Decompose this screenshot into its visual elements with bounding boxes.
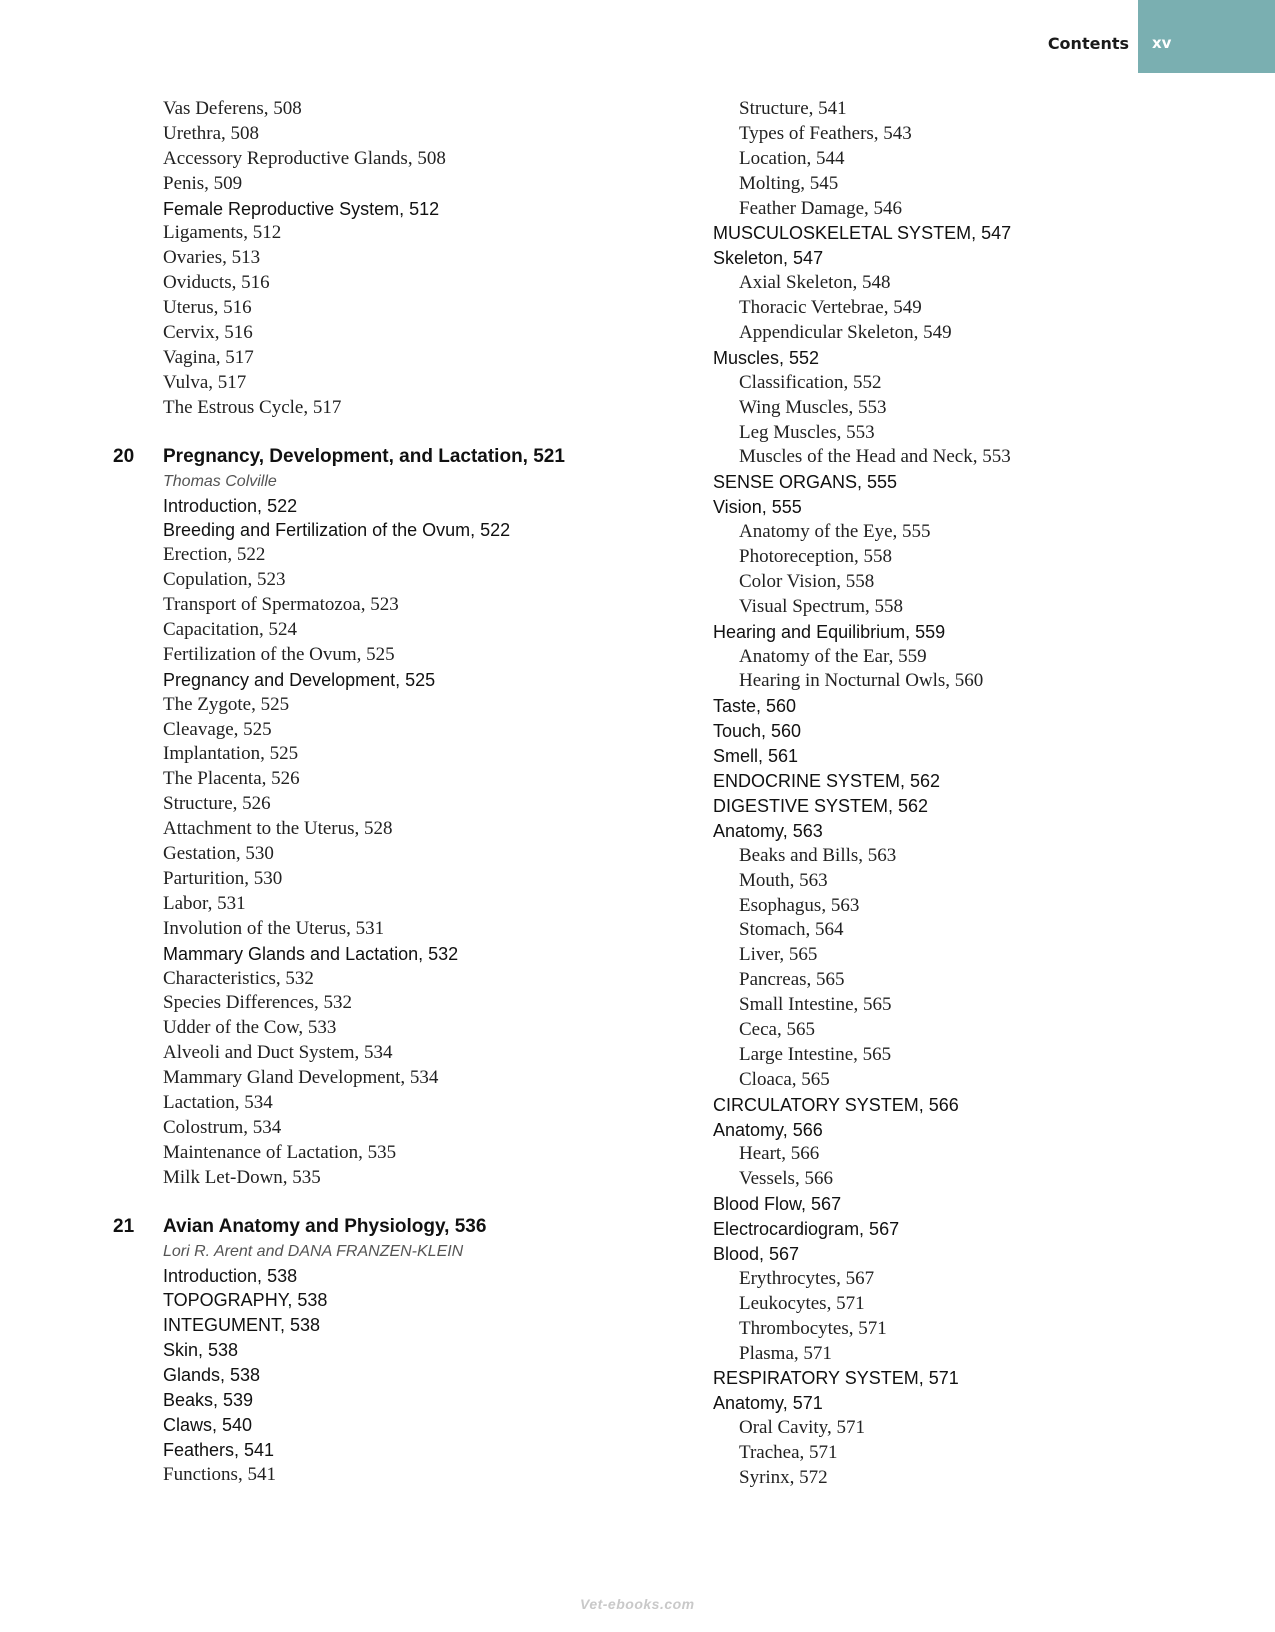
toc-subsection-entry: Uterus, 516 xyxy=(163,297,252,319)
toc-section-entry: Hearing and Equilibrium, 559 xyxy=(713,621,946,642)
toc-section-entry: Glands, 538 xyxy=(163,1365,261,1386)
toc-subsection-entry: Anatomy of the Ear, 559 xyxy=(739,645,927,667)
page-number: xv xyxy=(1152,34,1172,52)
toc-subsection-entry: Involution of the Uterus, 531 xyxy=(163,917,385,939)
toc-subsection-entry: Appendicular Skeleton, 549 xyxy=(739,322,952,344)
toc-section-entry: Vision, 555 xyxy=(713,497,802,518)
toc-subsection-entry: Lactation, 534 xyxy=(163,1091,273,1113)
toc-subsection-entry: Photoreception, 558 xyxy=(739,546,893,568)
toc-subsection-entry: Leukocytes, 571 xyxy=(739,1292,865,1314)
toc-subsection-entry: Maintenance of Lactation, 535 xyxy=(163,1141,397,1163)
toc-subsection-entry: Fertilization of the Ovum, 525 xyxy=(163,643,395,665)
toc-subsection-entry: Implantation, 525 xyxy=(163,743,299,765)
toc-subsection-entry: Feather Damage, 546 xyxy=(739,197,903,219)
toc-subsection-entry: Accessory Reproductive Glands, 508 xyxy=(163,147,446,169)
toc-section-entry: Blood Flow, 567 xyxy=(713,1194,842,1215)
toc-subsection-entry: Functions, 541 xyxy=(163,1463,276,1485)
toc-section-entry: Anatomy, 571 xyxy=(713,1393,823,1414)
toc-subsection-entry: Vagina, 517 xyxy=(163,346,254,368)
toc-subsection-entry: Structure, 526 xyxy=(163,793,271,815)
chapter-author: Lori R. Arent and DANA FRANZEN-KLEIN xyxy=(163,1242,464,1260)
toc-subsection-entry: Thrombocytes, 571 xyxy=(739,1317,887,1339)
toc-section-entry: Taste, 560 xyxy=(713,696,797,717)
toc-section-entry: MUSCULOSKELETAL SYSTEM, 547 xyxy=(713,223,1012,244)
toc-subsection-entry: Species Differences, 532 xyxy=(163,992,353,1014)
page-number-tab xyxy=(1138,0,1275,73)
toc-section-entry: Feathers, 541 xyxy=(163,1439,275,1460)
toc-section-entry: Muscles, 552 xyxy=(713,347,820,368)
watermark: Vet-ebooks.com xyxy=(580,1596,695,1612)
chapter-heading xyxy=(113,444,673,470)
toc-subsection-entry: Liver, 565 xyxy=(739,944,818,966)
toc-subsection-entry: Penis, 509 xyxy=(163,172,243,194)
toc-subsection-entry: Cleavage, 525 xyxy=(163,718,272,740)
toc-subsection-entry: Oviducts, 516 xyxy=(163,272,270,294)
toc-subsection-entry: The Zygote, 525 xyxy=(163,693,290,715)
toc-subsection-entry: Mouth, 563 xyxy=(739,869,828,891)
toc-subsection-entry: Pancreas, 565 xyxy=(739,969,845,991)
toc-subsection-entry: Milk Let-Down, 535 xyxy=(163,1166,321,1188)
toc-subsection-entry: Plasma, 571 xyxy=(739,1342,832,1364)
toc-section-entry: INTEGUMENT, 538 xyxy=(163,1315,321,1336)
toc-subsection-entry: Heart, 566 xyxy=(739,1143,820,1165)
toc-section-entry: Breeding and Fertilization of the Ovum, 522 xyxy=(163,520,511,541)
toc-section-entry: Introduction, 538 xyxy=(163,1265,298,1286)
toc-subsection-entry: Muscles of the Head and Neck, 553 xyxy=(739,446,1011,468)
toc-subsection-entry: Udder of the Cow, 533 xyxy=(163,1017,337,1039)
chapter-title: Pregnancy, Development, and Lactation, 521 xyxy=(163,445,565,467)
toc-subsection-entry: Syrinx, 572 xyxy=(739,1466,828,1488)
running-header-label: Contents xyxy=(1047,34,1129,53)
toc-section-entry: TOPOGRAPHY, 538 xyxy=(163,1290,328,1311)
toc-subsection-entry: Classification, 552 xyxy=(739,371,882,393)
toc-subsection-entry: Color Vision, 558 xyxy=(739,570,875,592)
toc-subsection-entry: Copulation, 523 xyxy=(163,569,286,591)
toc-subsection-entry: Types of Feathers, 543 xyxy=(739,122,912,144)
chapter-number: 21 xyxy=(113,1215,135,1237)
toc-subsection-entry: Axial Skeleton, 548 xyxy=(739,272,891,294)
toc-section-entry: Electrocardiogram, 567 xyxy=(713,1219,900,1240)
toc-section-entry: Anatomy, 566 xyxy=(713,1119,823,1140)
toc-subsection-entry: Stomach, 564 xyxy=(739,919,844,941)
toc-section-entry: SENSE ORGANS, 555 xyxy=(713,472,898,493)
toc-section-entry: Skeleton, 547 xyxy=(713,248,824,269)
toc-section-entry: Mammary Glands and Lactation, 532 xyxy=(163,943,459,964)
toc-subsection-entry: Large Intestine, 565 xyxy=(739,1043,892,1065)
toc-section-entry: Anatomy, 563 xyxy=(713,820,823,841)
toc-subsection-entry: Cloaca, 565 xyxy=(739,1068,830,1090)
toc-subsection-entry: Molting, 545 xyxy=(739,172,839,194)
toc-subsection-entry: Erythrocytes, 567 xyxy=(739,1267,875,1289)
toc-subsection-entry: Mammary Gland Development, 534 xyxy=(163,1067,439,1089)
toc-section-entry: Beaks, 539 xyxy=(163,1389,254,1410)
toc-subsection-entry: Capacitation, 524 xyxy=(163,619,298,641)
toc-subsection-entry: Esophagus, 563 xyxy=(739,894,860,916)
toc-section-entry: Claws, 540 xyxy=(163,1414,253,1435)
toc-section-entry: Blood, 567 xyxy=(713,1243,800,1264)
toc-subsection-entry: Characteristics, 532 xyxy=(163,967,314,989)
chapter-number: 20 xyxy=(113,445,135,467)
toc-section-entry: Touch, 560 xyxy=(713,721,802,742)
toc-subsection-entry: Ligaments, 512 xyxy=(163,222,282,244)
toc-subsection-entry: Hearing in Nocturnal Owls, 560 xyxy=(739,670,984,692)
toc-section-entry: Smell, 561 xyxy=(713,746,799,767)
toc-subsection-entry: Vas Deferens, 508 xyxy=(163,98,302,119)
toc-section-entry: DIGESTIVE SYSTEM, 562 xyxy=(713,795,929,816)
toc-section-entry: Pregnancy and Development, 525 xyxy=(163,669,436,690)
toc-subsection-entry: Gestation, 530 xyxy=(163,843,274,865)
toc-subsection-entry: Visual Spectrum, 558 xyxy=(739,595,904,617)
toc-subsection-entry: Location, 544 xyxy=(739,147,845,169)
toc-right-column xyxy=(713,97,1253,1491)
toc-subsection-entry: Trachea, 571 xyxy=(739,1442,838,1464)
toc-section-entry: Female Reproductive System, 512 xyxy=(163,198,440,219)
toc-subsection-entry: The Placenta, 526 xyxy=(163,768,300,790)
toc-subsection-entry: Colostrum, 534 xyxy=(163,1116,282,1138)
toc-subsection-entry: Parturition, 530 xyxy=(163,867,283,889)
toc-section-entry: CIRCULATORY SYSTEM, 566 xyxy=(713,1094,959,1115)
chapter-heading xyxy=(113,1214,673,1240)
toc-left-column xyxy=(113,97,673,1488)
toc-subsection-entry: Ovaries, 513 xyxy=(163,247,261,269)
toc-subsection-entry: Alveoli and Duct System, 534 xyxy=(163,1042,393,1064)
toc-subsection-entry: Wing Muscles, 553 xyxy=(739,396,887,418)
chapter-title: Avian Anatomy and Physiology, 536 xyxy=(163,1215,487,1237)
toc-subsection-entry: Erection, 522 xyxy=(163,544,266,566)
toc-subsection-entry: Labor, 531 xyxy=(163,892,246,914)
toc-subsection-entry: Urethra, 508 xyxy=(163,122,260,144)
chapter-author: Thomas Colville xyxy=(163,472,277,490)
toc-section-entry: RESPIRATORY SYSTEM, 571 xyxy=(713,1368,959,1389)
toc-subsection-entry: Ceca, 565 xyxy=(739,1018,815,1040)
toc-subsection-entry: Attachment to the Uterus, 528 xyxy=(163,818,393,840)
toc-subsection-entry: Small Intestine, 565 xyxy=(739,994,892,1016)
toc-subsection-entry: The Estrous Cycle, 517 xyxy=(163,396,342,418)
toc-subsection-entry: Thoracic Vertebrae, 549 xyxy=(739,297,922,319)
toc-section-entry: Skin, 538 xyxy=(163,1340,239,1361)
toc-subsection-entry: Oral Cavity, 571 xyxy=(739,1417,865,1439)
toc-section-entry: ENDOCRINE SYSTEM, 562 xyxy=(713,771,941,792)
toc-subsection-entry: Anatomy of the Eye, 555 xyxy=(739,521,931,543)
toc-section-entry: Introduction, 522 xyxy=(163,495,298,516)
toc-subsection-entry: Beaks and Bills, 563 xyxy=(739,844,897,866)
toc-subsection-entry: Structure, 541 xyxy=(739,98,847,119)
toc-subsection-entry: Vulva, 517 xyxy=(163,371,247,393)
toc-subsection-entry: Leg Muscles, 553 xyxy=(739,421,875,443)
toc-subsection-entry: Transport of Spermatozoa, 523 xyxy=(163,594,399,616)
toc-subsection-entry: Vessels, 566 xyxy=(739,1168,833,1190)
toc-subsection-entry: Cervix, 516 xyxy=(163,322,253,344)
